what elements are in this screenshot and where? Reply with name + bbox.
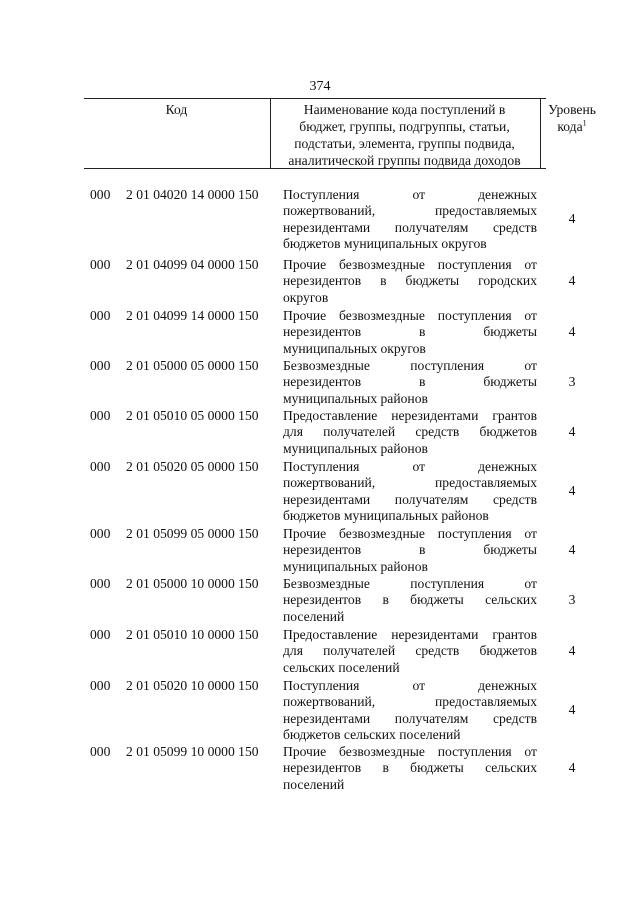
row-name: [283, 408, 537, 457]
row-name-line: Безвозмездные поступления от: [283, 358, 537, 373]
header-name-line: аналитической группы подвида доходов: [288, 153, 521, 168]
row-name: [283, 187, 537, 252]
row-prefix: 000: [90, 459, 111, 474]
row-name-line: Прочие безвозмездные поступления от: [283, 257, 537, 272]
row-name: [283, 526, 537, 575]
row-name-line: нерезидентов в бюджеты: [283, 542, 537, 558]
row-level: 3: [568, 374, 576, 390]
row-code: 2 01 05010 05 0000 150: [126, 408, 259, 423]
row-prefix: 000: [90, 408, 111, 423]
footnote-marker: 1: [582, 118, 587, 128]
row-name-line: сельских поселений: [283, 659, 400, 675]
row-name: [283, 358, 537, 407]
row-name-line: нерезидентов в бюджеты сельских: [283, 592, 537, 608]
row-name: [283, 257, 537, 306]
header-divider: [540, 98, 541, 169]
header-name: [271, 101, 538, 169]
row-prefix: 000: [90, 627, 111, 642]
row-level: 4: [568, 324, 576, 340]
row-code: 2 01 04099 14 0000 150: [126, 308, 259, 323]
row-name: [283, 576, 537, 625]
row-name-line: муниципальных округов: [283, 340, 426, 356]
row-name-line: нерезидентов в бюджеты: [283, 324, 537, 340]
header-level-line: Уровень: [548, 102, 596, 117]
row-code: 2 01 04099 04 0000 150: [126, 257, 259, 272]
row-name-line: нерезидентов в бюджеты городских: [283, 273, 537, 289]
row-name-line: нерезидентов в бюджеты: [283, 374, 537, 390]
row-prefix: 000: [90, 187, 111, 202]
row-prefix: 000: [90, 678, 111, 693]
header-name-line: Наименование кода поступлений в: [303, 102, 506, 117]
row-name-line: нерезидентов в бюджеты сельских: [283, 760, 537, 776]
row-level: 4: [568, 211, 576, 227]
row-prefix: 000: [90, 257, 111, 272]
row-name-line: для получателей средств бюджетов: [283, 424, 537, 440]
header-code: Код: [165, 102, 188, 117]
row-level: 4: [568, 542, 576, 558]
row-name-line: пожертвований, предоставляемых: [283, 475, 537, 491]
row-name-line: Предоставление нерезидентами грантов: [283, 408, 537, 423]
header-level-line: кода$^1$: [557, 118, 587, 134]
row-name-line: бюджетов сельских поселений: [283, 726, 461, 742]
row-name-line: Прочие безвозмездные поступления от: [283, 526, 537, 541]
row-name-line: муниципальных районов: [283, 390, 428, 406]
row-name-line: нерезидентами получателям средств: [283, 219, 537, 235]
row-name-line: Прочие безвозмездные поступления от: [283, 308, 537, 323]
row-level: 4: [568, 702, 576, 718]
row-name-line: нерезидентами получателям средств: [283, 710, 537, 726]
row-prefix: 000: [90, 308, 111, 323]
row-code: 2 01 05010 10 0000 150: [126, 627, 259, 642]
row-name-line: поселений: [283, 608, 345, 624]
row-level: 4: [568, 760, 576, 776]
row-code: 2 01 05020 10 0000 150: [126, 678, 259, 693]
row-name-line: бюджетов муниципальных районов: [283, 507, 489, 523]
row-level: 4: [568, 424, 576, 440]
row-level: 4: [568, 273, 576, 289]
header-name-line: подстатьи, элемента, группы подвида,: [294, 136, 515, 151]
row-prefix: 000: [90, 744, 111, 759]
row-level: 4: [568, 483, 576, 499]
row-name-line: бюджетов муниципальных округов: [283, 235, 487, 251]
row-name-line: пожертвований, предоставляемых: [283, 694, 537, 710]
row-code: 2 01 04020 14 0000 150: [126, 187, 259, 202]
row-name: [283, 627, 537, 676]
row-code: 2 01 05000 10 0000 150: [126, 576, 259, 591]
row-prefix: 000: [90, 358, 111, 373]
row-code: 2 01 05020 05 0000 150: [126, 459, 259, 474]
row-name-line: Предоставление нерезидентами грантов: [283, 627, 537, 642]
header-level: [542, 101, 602, 135]
row-code: 2 01 05099 05 0000 150: [126, 526, 259, 541]
row-name: [283, 744, 537, 793]
header-top-border: [84, 98, 546, 99]
row-name-line: поселений: [283, 776, 345, 792]
row-level: 3: [568, 592, 576, 608]
header-name-line: бюджет, группы, подгруппы, статьи,: [299, 119, 510, 134]
row-code: 2 01 05000 05 0000 150: [126, 358, 259, 373]
row-name: [283, 459, 537, 524]
row-name-line: муниципальных районов: [283, 558, 428, 574]
row-name-line: муниципальных районов: [283, 440, 428, 456]
row-name-line: для получателей средств бюджетов: [283, 643, 537, 659]
row-name-line: пожертвований, предоставляемых: [283, 203, 537, 219]
row-name-line: Прочие безвозмездные поступления от: [283, 744, 537, 759]
row-name: [283, 308, 537, 357]
row-name-line: Поступления от денежных: [283, 187, 537, 202]
row-name: [283, 678, 537, 743]
row-name-line: Поступления от денежных: [283, 678, 537, 693]
row-name-line: Безвозмездные поступления от: [283, 576, 537, 591]
page-number: 374: [309, 79, 331, 94]
row-level: 4: [568, 643, 576, 659]
row-name-line: округов: [283, 289, 329, 305]
table-header: [84, 98, 596, 169]
row-prefix: 000: [90, 526, 111, 541]
row-name-line: Поступления от денежных: [283, 459, 537, 474]
row-name-line: нерезидентами получателям средств: [283, 491, 537, 507]
row-code: 2 01 05099 10 0000 150: [126, 744, 259, 759]
row-prefix: 000: [90, 576, 111, 591]
